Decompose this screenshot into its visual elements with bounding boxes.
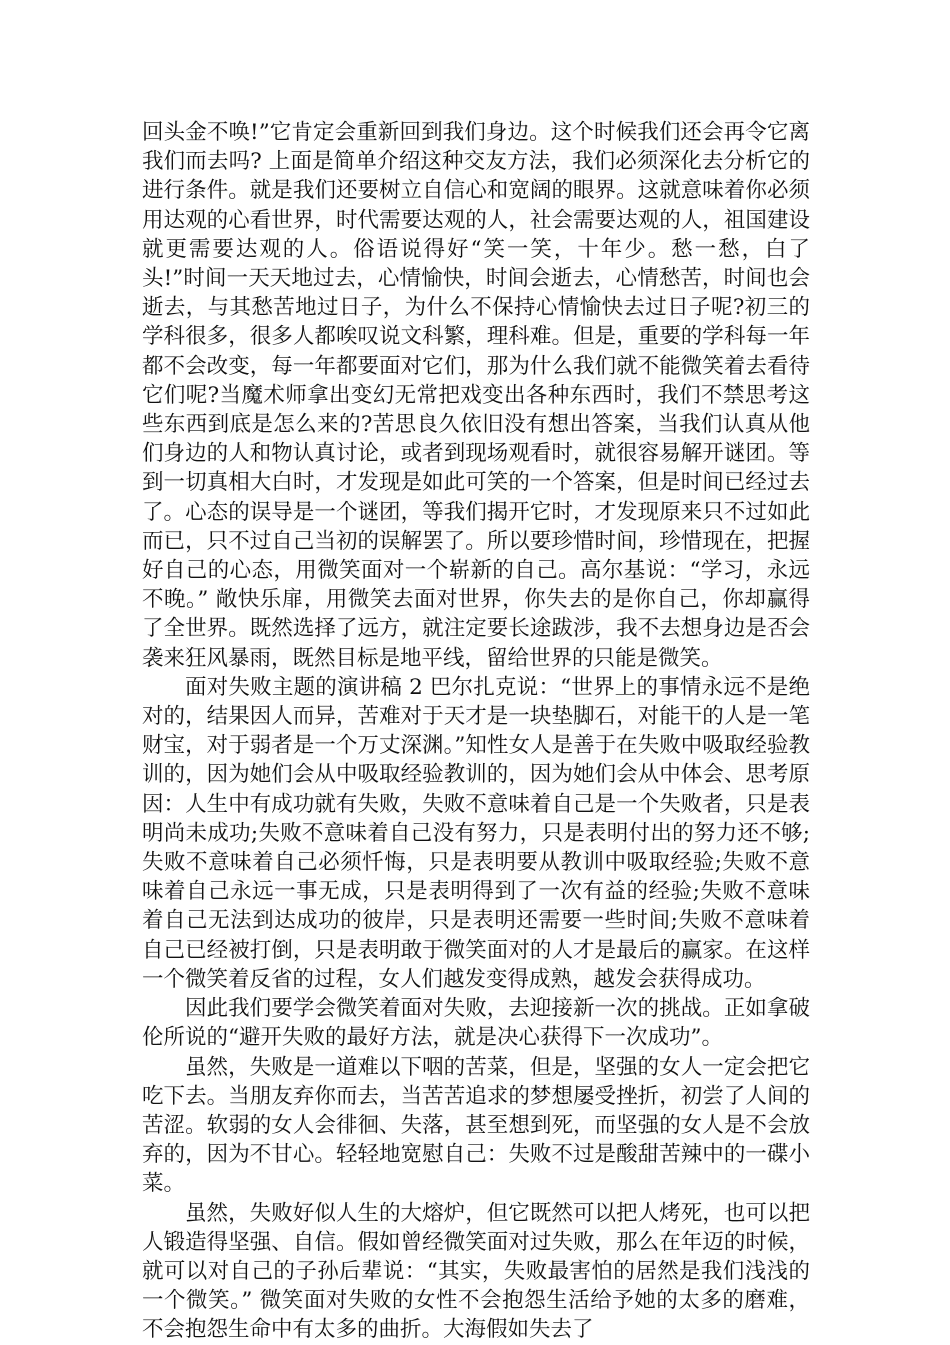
document-page <box>142 118 810 1345</box>
paragraph: 回头金不唤!”它肯定会重新回到我们身边。这个时候我们还会再令它离我们而去吗? 上面是简单介绍这种交友方法，我们必须深化去分析它的进行条件。就是我们还要树立自信心和宽阔的眼界。这就意味着你必须用达观的心看世界，时代需要达观的人，社会需要达观的人，祖国建设就更需要达观的人。俗语说得好“笑一笑，十年少。愁一愁，白了头!”时间一天天地过去，心情愉快，时间会逝去，心情愁苦，时间也会逝去，与其愁苦地过日子，为什么不保持心情愉快去过日子呢?初三的学科很多，很多人都唉叹说文科繁，理科难。但是，重要的学科每一年都不会改变，每一年都要面对它们，那为什么我们就不能微笑着去看待它们呢?当魔术师拿出变幻无常把戏变出各种东西时，我们不禁思考这些东西到底是怎么来的?苦思良久依旧没有想出答案，当我们认真从他们身边的人和物认真讨论，或者到现场观看时，就很容易解开谜团。等到一切真相大白时，才发现是如此可笑的一个答案，但是时间已经过去了。心态的误导是一个谜团，等我们揭开它时，才发现原来只不过如此而已，只不过自己当初的误解罢了。所以要珍惜时间，珍惜现在，把握好自己的心态，用微笑面对一个崭新的自己。高尔基说：“学习，永远不晚。” 敞快乐扉，用微笑去面对世界，你失去的是你自己，你却赢得了全世界。既然选择了远方，就注定要长途跋涉，我不去想身边是否会袭来狂风暴雨，既然目标是地平线，留给世界的只能是微笑。 <box>142 120 810 671</box>
paragraph: 面对失败主题的演讲稿 2 巴尔扎克说：“世界上的事情永远不是绝对的，结果因人而异，苦难对于天才是一块垫脚石，对能干的人是一笔财宝，对于弱者是一个万丈深渊。”知性女人是善于在失败中吸取经验教训的，因为她们会从中吸取经验教训的，因为她们会从中体会、思考原因：人生中有成功就有失败，失败不意味着自己是一个失败者，只是表明尚未成功;失败不意味着自己没有努力，只是表明付出的努力还不够;失败不意味着自己必须忏悔，只是表明要从教训中吸取经验;失败不意味着自己永远一事无成，只是表明得到了一次有益的经验;失败不意味着自己无法到达成功的彼岸，只是表明还需要一些时间;失败不意味着自己已经被打倒，只是表明敢于微笑面对的人才是最后的赢家。在这样一个微笑着反省的过程，女人们越发变得成熟，越发会获得成功。 <box>142 674 810 992</box>
paragraph: 虽然，失败好似人生的大熔炉，但它既然可以把人烤死，也可以把人锻造得坚强、自信。假如曾经微笑面对过失败，那么在年迈的时候，就可以对自己的子孙后辈说：“其实，失败最害怕的居然是我们浅浅的一个微笑。” 微笑面对失败的女性不会抱怨生活给予她的太多的磨难，不会抱怨生命中有太多的曲折。大海假如失去了 <box>142 1200 810 1343</box>
paragraph: 虽然，失败是一道难以下咽的苦菜，但是，坚强的女人一定会把它吃下去。当朋友弃你而去，当苦苦追求的梦想屡受挫折，初尝了人间的苦涩。软弱的女人会徘徊、失落，甚至想到死，而坚强的女人是不会放弃的，因为不甘心。轻轻地宽慰自己：失败不过是酸甜苦辣中的一碟小菜。 <box>142 1054 810 1197</box>
paragraph: 因此我们要学会微笑着面对失败，去迎接新一次的挑战。正如拿破伦所说的“避开失败的最好方法，就是决心获得下一次成功”。 <box>142 996 810 1051</box>
